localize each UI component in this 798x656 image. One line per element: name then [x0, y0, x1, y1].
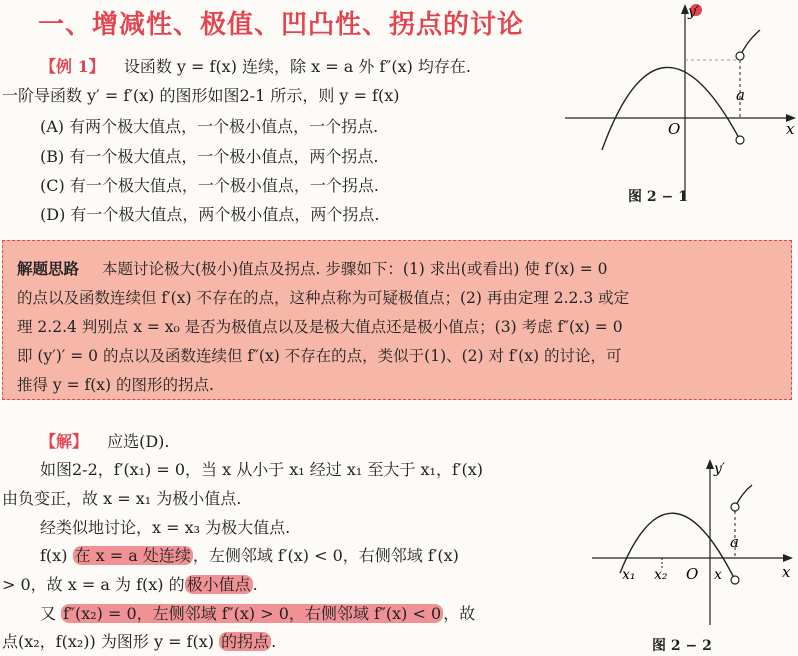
fig2-open-point-low	[731, 576, 739, 584]
example-line-2: 一阶导函数 y′ = f′(x) 的图形如图2-1 所示，则 y = f(x)	[2, 86, 400, 105]
solution-header	[40, 430, 170, 454]
fig1-y-label: y′	[688, 4, 700, 20]
highlight-inflection: 的拐点	[221, 632, 270, 651]
highlight-second-derivative: f″(x₂) = 0，左侧邻域 f″(x) > 0，右侧邻域 f″(x) < 0	[63, 604, 442, 623]
hint-box	[2, 240, 792, 400]
fig2-open-point-high	[731, 503, 739, 511]
solution-p3a	[40, 544, 459, 568]
example-text-1: 设函数 y = f(x) 连续，除 x = a 外 f″(x) 均存在.	[123, 57, 472, 76]
option-d: (D) 有一个极大值点，两个极小值点，两个拐点.	[40, 205, 380, 224]
solution-p3b	[2, 573, 258, 597]
solution-p2: 经类似地讨论，x = x₃ 为极大值点.	[40, 518, 291, 537]
solution-p1a: 如图2-2，f′(x₁) = 0，当 x 从小于 x₁ 经过 x₁ 至大于 x₁，f′(x)	[40, 460, 484, 479]
figure-2-2-caption: 图 2 − 2	[652, 638, 712, 654]
fig1-right-branch	[740, 30, 760, 56]
p4a-pre: 又	[40, 604, 62, 623]
fig2-a-label: a	[730, 533, 739, 551]
figure-2-1-caption: 图 2 − 1	[628, 189, 688, 205]
fig1-origin-label: O	[668, 120, 681, 138]
solution-label: 【解】	[40, 432, 89, 451]
section-title: 一、增减性、极值、凹凸性、拐点的讨论	[38, 10, 525, 40]
fig2-y-label: y′	[714, 461, 726, 477]
hint-label: 解题思路	[17, 259, 80, 278]
hint-line-3: 理 2.2.4 判别点 x = x₀ 是否为极值点以及是极大值点还是极小值点；(3) 考虑 f″(x) = 0	[17, 318, 623, 336]
highlight-continuous: 在 x = a 处连续	[74, 546, 191, 565]
option-a: (A) 有两个极大值点，一个极小值点，一个拐点.	[40, 117, 379, 136]
hint-line-4: 即 (y′)′ = 0 的点以及函数连续但 f″(x) 不存在的点，类似于(1)、(2) 对 f′(x) 的讨论，可	[17, 347, 622, 365]
fig2-x-arrow-icon	[783, 554, 793, 562]
figure-2-1	[560, 0, 798, 212]
hint-text-1: 本题讨论极大(极小)值点及拐点. 步骤如下：(1) 求出(或看出) 使 f′(x) = 0	[101, 260, 608, 278]
fig1-a-label: a	[736, 86, 745, 104]
solution-answer: 应选(D).	[107, 432, 170, 451]
solution-p4b	[2, 630, 276, 654]
p3a-post: ，左侧邻域 f′(x) < 0，右侧邻域 f′(x)	[192, 546, 459, 565]
option-c: (C) 有一个极大值点，一个极小值点，一个拐点.	[40, 176, 379, 195]
p4a-post: ，故	[443, 604, 476, 623]
fig2-x1-label: x₁	[622, 567, 636, 583]
option-b: (B) 有一个极大值点，一个极小值点，两个拐点.	[40, 147, 379, 166]
fig2-y-arrow-icon	[706, 459, 714, 469]
fig1-open-point-high	[736, 52, 744, 60]
fig2-x3-label: x	[714, 567, 722, 583]
example-line-1	[40, 55, 471, 79]
fig2-origin-label: O	[686, 565, 699, 583]
hint-line-5: 推得 y = f(x) 的图形的拐点.	[17, 376, 214, 394]
fig2-x2-label: x₂	[654, 567, 668, 583]
highlight-minimum: 极小值点	[186, 575, 251, 594]
p4b-pre: 点(x₂，f(x₂)) 为图形 y = f(x)	[2, 632, 220, 651]
example-label: 【例 1】	[40, 57, 105, 76]
figure-2-2	[590, 455, 795, 635]
p3b-post: .	[252, 575, 258, 594]
fig1-x-label: x	[786, 120, 795, 138]
solution-p1b: 由负变正，故 x = x₁ 为极小值点.	[2, 489, 242, 508]
fig1-open-point-low	[736, 136, 744, 144]
p3b-pre: > 0，故 x = a 为 f(x) 的	[2, 575, 185, 594]
hint-line-1	[17, 257, 608, 279]
p4b-post: .	[271, 632, 277, 651]
solution-p4a	[40, 602, 475, 626]
hint-line-2: 的点以及函数连续但 f′(x) 不存在的点，这种点称为可疑极值点；(2) 再由定理 2.2.3 或定	[17, 289, 630, 307]
p3a-pre: f(x)	[40, 546, 73, 565]
fig2-x-label: x	[782, 563, 791, 581]
